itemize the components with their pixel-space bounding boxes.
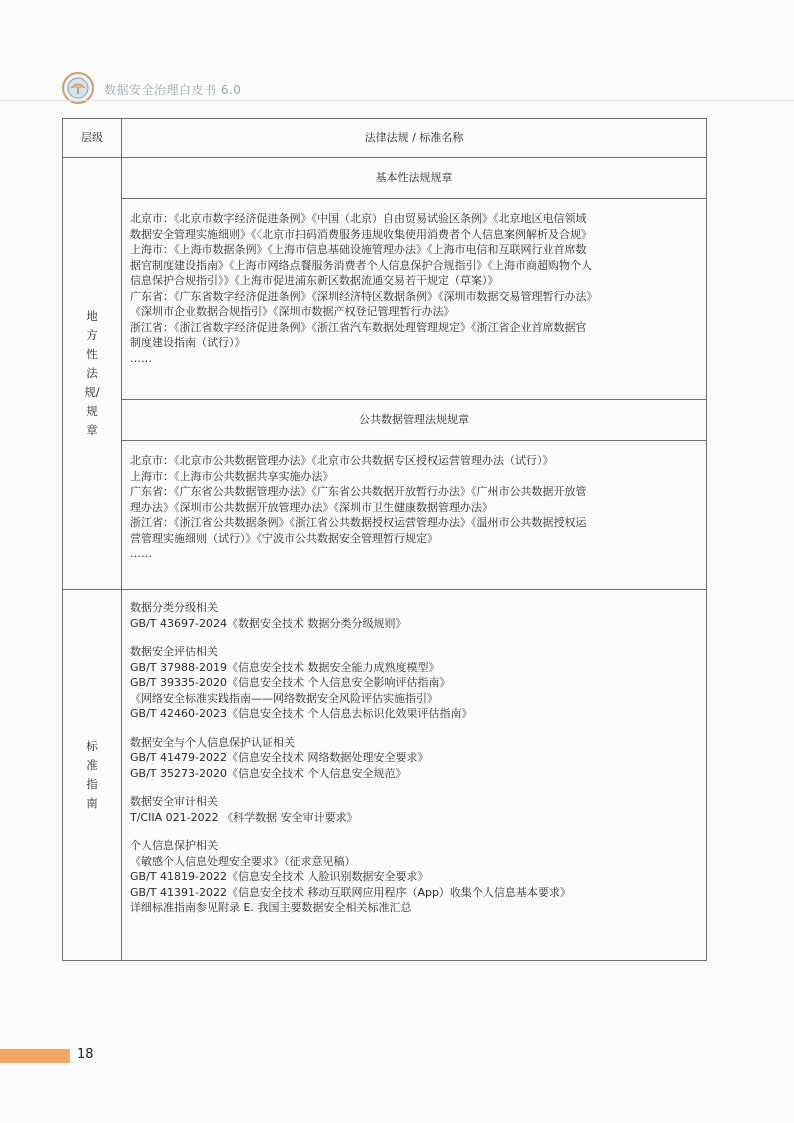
list-item: 《深圳市企业数据合规指引》《深圳市数据产权登记管理暂行办法》: [130, 305, 455, 318]
list-item: ……: [130, 547, 152, 560]
table-row: [63, 441, 707, 590]
group-title: 数据分类分级相关: [130, 601, 218, 614]
col-level-header: 层级: [63, 119, 122, 158]
header-divider: [0, 100, 794, 101]
list-item: 北京市：《北京市公共数据管理办法》《北京市公共数据专区授权运营管理办法（试行）》: [130, 454, 554, 467]
col-name-header: 法律法规 / 标准名称: [122, 119, 707, 158]
basic-regulations-cell: [122, 199, 707, 400]
list-item: GB/T 35273-2020《信息安全技术 个人信息安全规范》: [130, 766, 407, 780]
list-item: GB/T 43697-2024《数据安全技术 数据分类分级规则》: [130, 616, 407, 630]
list-item: 详细标准指南参见附录 E. 我国主要数据安全相关标准汇总: [130, 901, 412, 914]
list-item: 上海市：《上海市数据条例》《上海市信息基础设施管理办法》《上海市电信和互联网行业首席数: [130, 243, 587, 256]
list-item: 广东省：《广东省公共数据管理办法》《广东省公共数据开放暂行办法》《广州市公共数据开放管: [130, 485, 587, 498]
list-item: 《网络安全标准实践指南——网络数据安全风险评估实施指引》: [130, 691, 438, 705]
section-title-public: 公共数据管理法规规章: [122, 400, 707, 441]
list-item: GB/T 41819-2022《信息安全技术 人脸识别数据安全要求》: [130, 870, 429, 883]
level-label-local: 地方性法规/规章: [84, 309, 100, 437]
list-item: 《敏感个人信息处理安全要求》（征求意见稿）: [130, 854, 356, 868]
list-item: 浙江省：《浙江省公共数据条例》《浙江省公共数据授权运营管理办法》《温州市公共数据授权运: [130, 516, 587, 529]
level-label-standard: 标准指南: [86, 739, 98, 810]
section-title-basic: 基本性法规规章: [122, 158, 707, 199]
list-item: 制度建设指南（试行）》: [130, 336, 246, 349]
list-item: 营管理实施细则（试行）》《宁波市公共数据安全管理暂行规定》: [130, 531, 438, 545]
group-title: 数据安全评估相关: [130, 645, 218, 658]
list-item: 理办法》《深圳市公共数据开放管理办法》《深圳市卫生健康数据管理办法》: [130, 500, 493, 514]
list-item: GB/T 42460-2023《信息安全技术 个人信息去标识化效果评估指南》: [130, 707, 473, 720]
table-row: [63, 400, 707, 441]
list-item: 浙江省：《浙江省数字经济促进条例》《浙江省汽车数据处理管理规定》《浙江省企业首席数据官: [130, 320, 587, 334]
list-item: 广东省：《广东省数字经济促进条例》《深圳经济特区数据条例》《深圳市数据交易管理暂行办法》: [130, 289, 598, 303]
table-row: [63, 158, 707, 199]
group-title: 个人信息保护相关: [130, 839, 218, 852]
standards-cell: [122, 590, 707, 961]
list-item: ……: [130, 351, 152, 365]
group-title: 数据安全审计相关: [130, 795, 218, 808]
table-header-row: [63, 119, 707, 158]
list-item: 数据安全管理实施细则》《〈北京市扫码消费服务违规收集使用消费者个人信息案例解析及合规》: [130, 227, 592, 241]
table-row: [63, 199, 707, 400]
regulation-table: [62, 118, 707, 961]
header-title: 数据安全治理白皮书 6.0: [104, 83, 242, 97]
list-item: T/CIIA 021-2022 《科学数据 安全审计要求》: [130, 810, 358, 824]
list-item: GB/T 41391-2022《信息安全技术 移动互联网应用程序（App）收集个人信息基本要求》: [130, 885, 571, 899]
page-number: 18: [77, 1047, 94, 1062]
list-item: GB/T 39335-2020《信息安全技术 个人信息安全影响评估指南》: [130, 676, 451, 689]
list-item: 北京市：《北京市数字经济促进条例》《中国（北京）自由贸易试验区条例》《北京地区电信领域: [130, 212, 587, 225]
list-item: GB/T 37988-2019《信息安全技术 数据安全能力成熟度模型》: [130, 660, 440, 674]
level-cell-local: [63, 158, 122, 590]
public-regulations-cell: [122, 441, 707, 590]
list-item: 据官制度建设指南》《上海市网络点餐服务消费者个人信息保护合规指引》《上海市商超购物个人: [130, 258, 592, 272]
table-row: [63, 590, 707, 961]
list-item: 信息保护合规指引》》《上海市促进浦东新区数据流通交易若干规定（草案）》: [130, 274, 499, 287]
list-item: GB/T 41479-2022《信息安全技术 网络数据处理安全要求》: [130, 751, 429, 764]
footer-accent-bar: [0, 1049, 70, 1063]
level-cell-standard: [63, 590, 122, 961]
group-title: 数据安全与个人信息保护认证相关: [130, 735, 295, 749]
list-item: 上海市：《上海市公共数据共享实施办法》: [130, 469, 334, 483]
